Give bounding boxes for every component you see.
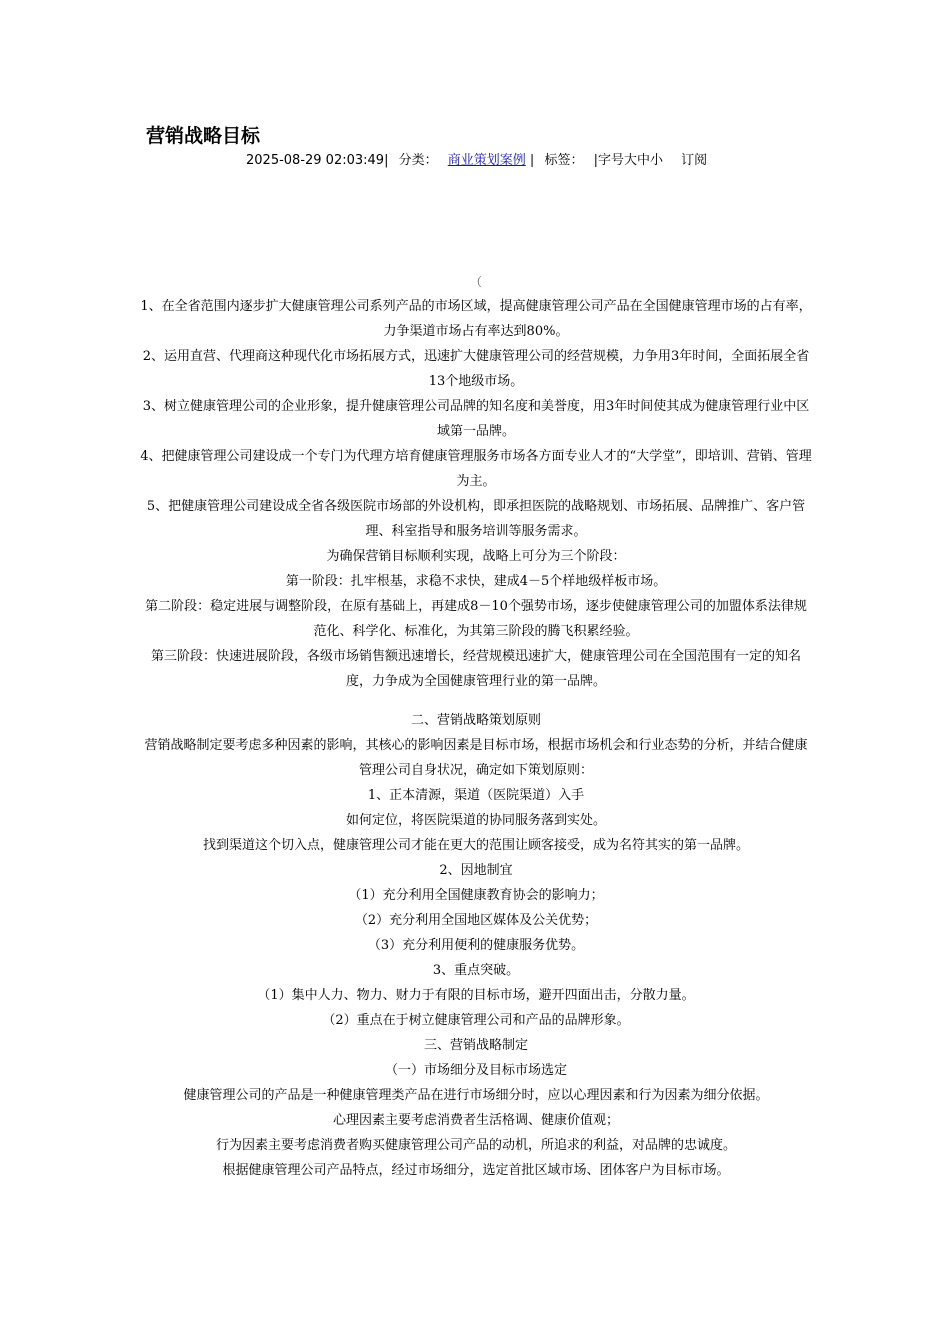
- font-size-selector[interactable]: |字号大中小: [593, 153, 663, 168]
- principle-2-item-2: （2）充分利用全国地区媒体及公关优势；: [354, 913, 598, 928]
- principle-3-item-1: （1）集中人力、物力、财力于有限的目标市场，避开四面出击，分散力量。: [257, 988, 695, 1003]
- segmentation-text-4: 根据健康管理公司产品特点，经过市场细分，选定首批区域市场、团体客户为目标市场。: [222, 1163, 730, 1178]
- principle-2-item-1: （1）充分利用全国健康教育协会的影响力；: [348, 888, 604, 903]
- goal-2: 2、运用直营、代理商这种现代化市场拓展方式，迅速扩大健康管理公司的经营规模，力争用3年时间，全面拓展全省13个地级市场。: [142, 349, 810, 389]
- section-3-heading: 三、营销战略制定: [423, 1038, 528, 1053]
- principle-1-heading: 1、正本清源，渠道（医院渠道）入手: [367, 788, 585, 803]
- phase-1: 第一阶段：扎牢根基，求稳不求快，建成4－5个样地级样板市场。: [285, 574, 667, 589]
- tags-label: 标签：: [544, 153, 584, 168]
- goal-5: 5、把健康管理公司建设成全省各级医院市场部的外设机构，即承担医院的战略规划、市场拓展、品牌推广、客户管理、科室指导和服务培训等服务需求。: [146, 499, 806, 539]
- goal-1: 1、在全省范围内逐步扩大健康管理公司系列产品的市场区域，提高健康管理公司产品在全国健康管理市场的占有率，力争渠道市场占有率达到80%。: [140, 299, 812, 339]
- section-2-intro: 营销战略制定要考虑多种因素的影响，其核心的影响因素是目标市场，根据市场机会和行业态势的分析，并结合健康管理公司自身状况，确定如下策划原则：: [144, 738, 808, 778]
- principle-3-item-2: （2）重点在于树立健康管理公司和产品的品牌形象。: [322, 1013, 630, 1028]
- segmentation-text-2: 心理因素主要考虑消费者生活格调、健康价值观；: [332, 1113, 619, 1128]
- goal-4: 4、把健康管理公司建设成一个专门为代理方培育健康管理服务市场各方面专业人才的“大学堂”，即培训、营销、管理为主。: [140, 449, 812, 489]
- category-link[interactable]: 商业策划案例: [447, 153, 526, 168]
- principle-2-item-3: （3）充分利用便利的健康服务优势。: [367, 938, 585, 953]
- segmentation-text-1: 健康管理公司的产品是一种健康管理类产品在进行市场细分时，应以心理因素和行为因素为细分依据。: [183, 1088, 769, 1103]
- meta-separator: |: [529, 153, 535, 168]
- subscribe-link[interactable]: 订阅: [681, 153, 708, 168]
- article-title: 营销战略目标: [146, 125, 261, 147]
- principle-3-heading: 3、重点突破。: [432, 963, 520, 978]
- goal-3: 3、树立健康管理公司的企业形象，提升健康管理公司品牌的知名度和美誉度，用3年时间使其成为健康管理行业中区域第一品牌。: [142, 399, 810, 439]
- publish-datetime: 2025-08-29 02:03:49|: [246, 153, 389, 168]
- phase-2: 第二阶段：稳定进展与调整阶段，在原有基础上，再建成8－10个强势市场，逐步使健康管理公司的加盟体系法律规范化、科学化、标准化，为其第三阶段的腾飞积累经验。: [145, 599, 807, 639]
- principle-2-heading: 2、因地制宜: [439, 863, 513, 878]
- subsection-1-heading: （一）市场细分及目标市场选定: [384, 1063, 567, 1078]
- open-paren: （: [470, 275, 483, 289]
- principle-1-text-b: 找到渠道这个切入点，健康管理公司才能在更大的范围让顾客接受，成为名符其实的第一品牌。: [202, 838, 749, 853]
- phases-intro: 为确保营销目标顺利实现，战略上可分为三个阶段：: [326, 549, 626, 564]
- section-2-heading: 二、营销战略策划原则: [410, 713, 541, 728]
- category-label: 分类：: [398, 153, 438, 168]
- segmentation-text-3: 行为因素主要考虑消费者购买健康管理公司产品的动机，所追求的利益，对品牌的忠诚度。: [215, 1138, 736, 1153]
- principle-1-text-a: 如何定位，将医院渠道的协同服务落到实处。: [345, 813, 606, 828]
- article-body: [140, 294, 812, 1183]
- article-meta: [246, 152, 886, 170]
- phase-3: 第三阶段：快速进展阶段，各级市场销售额迅速增长，经营规模迅速扩大，健康管理公司在全国范围有一定的知名度，力争成为全国健康管理行业的第一品牌。: [150, 649, 801, 689]
